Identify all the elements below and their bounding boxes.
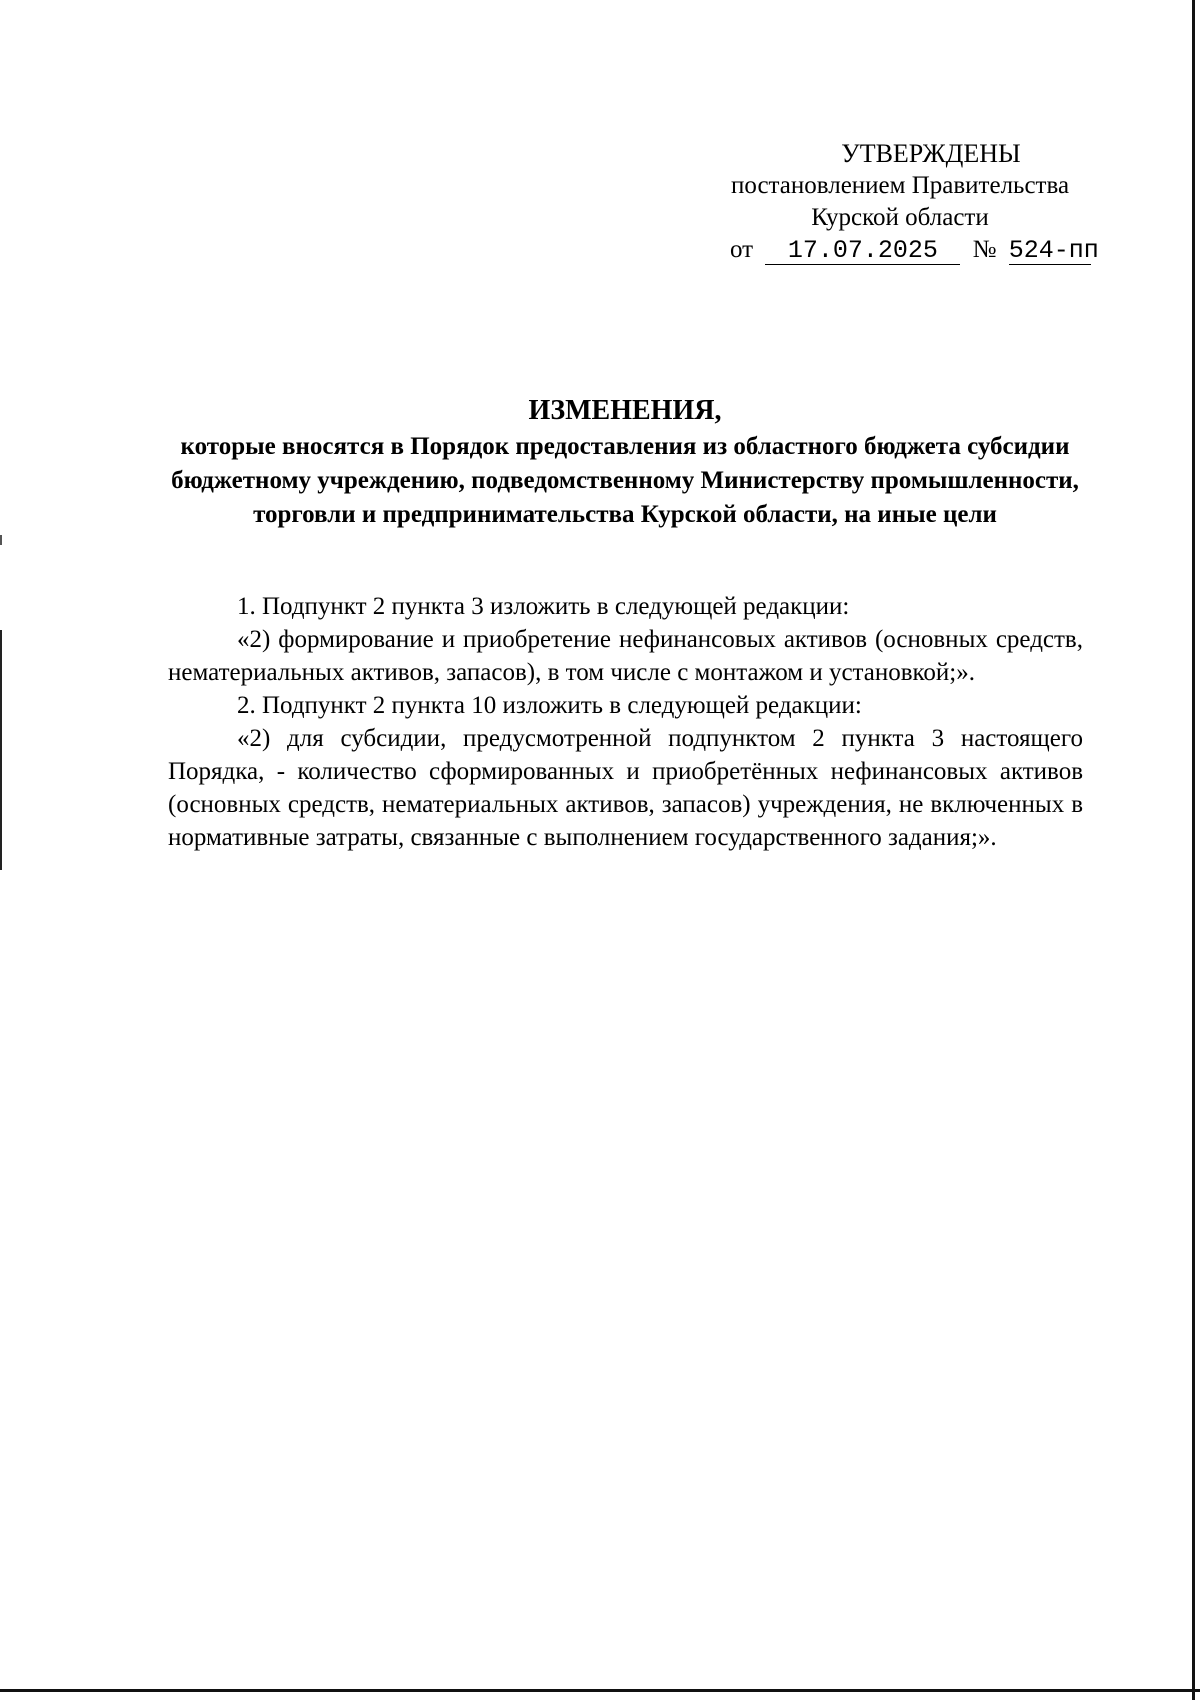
scan-edge-bottom <box>0 1689 1200 1692</box>
scan-dot-left <box>0 535 2 545</box>
paragraph-1: 1. Подпункт 2 пункта 3 изложить в следующей редакции: <box>237 593 850 620</box>
document-body <box>168 590 1083 854</box>
scan-mark-left <box>0 630 2 870</box>
document-number: 524-пп <box>1008 236 1099 265</box>
approval-line-region: Курской области <box>811 204 989 231</box>
from-label: от <box>730 236 754 263</box>
heading-subtitle: которые вносятся в Порядок предоставления из областного бюджета субсидии бюджетному учреждению, подведомственному Министерству промышленности, торговли и предпринимательства Курской области, на иные цели <box>171 433 1079 528</box>
approval-line-resolution: постановлением Правительства <box>730 172 1070 199</box>
paragraph-4: «2) для субсидии, предусмотренной подпунктом 2 пункта 3 настоящего Порядка, - количество сформированных и приобретённых нефинансовых активов (основных средств, нематериальных активов, запасов) учреждения, не включенных в нормативные затраты, связанные с выполнением государственного задания;». <box>168 725 1083 851</box>
paragraph-3: 2. Подпункт 2 пункта 10 изложить в следующей редакции: <box>237 692 862 719</box>
number-label: № <box>972 236 997 263</box>
document-heading <box>160 394 1090 532</box>
paragraph-2: «2) формирование и приобретение нефинансовых активов (основных средств, нематериальных активов, запасов), в том числе с монтажом и установкой;». <box>168 626 1083 686</box>
approval-block <box>700 138 1100 266</box>
scan-edge-right <box>1192 0 1195 1700</box>
approval-date-number-line <box>700 234 1100 266</box>
document-date: 17.07.2025 <box>765 238 960 265</box>
approval-title: УТВЕРЖДЕНЫ <box>841 139 1021 168</box>
heading-title: ИЗМЕНЕНИЯ, <box>528 395 722 426</box>
